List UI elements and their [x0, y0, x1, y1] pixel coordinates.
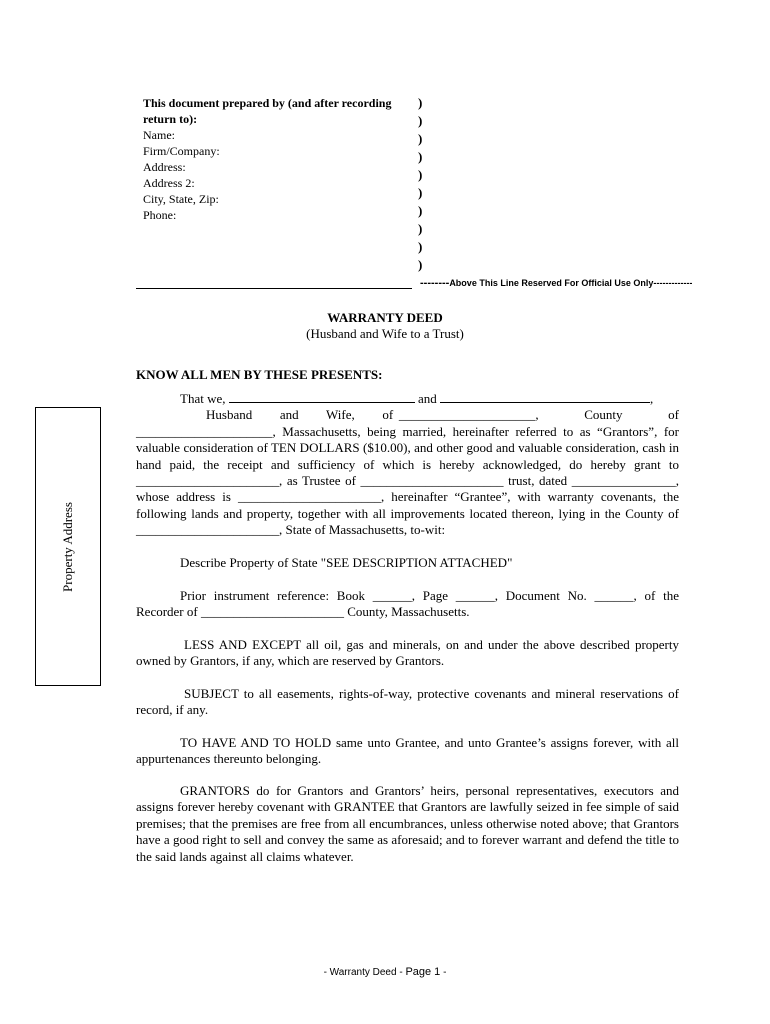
preparer-block	[143, 95, 413, 223]
mass-married-text: , Massachusetts, being married, hereinafter referred to as “Grantors”, for valuable consideration of TEN DOLLARS ($10.00), and other good and valuable consideration, cash in hand paid, the receipt and sufficiency of which is hereby acknowledged, do hereby grant to	[136, 423, 679, 472]
signature-line	[136, 288, 412, 289]
whose-address-text: , whose address is	[136, 473, 680, 505]
subject-to-paragraph: SUBJECT to all easements, rights-of-way, protective covenants and mineral reservations of record, if any.	[136, 686, 679, 718]
document-title: WARRANTY DEED	[327, 310, 443, 325]
paren: )	[418, 221, 423, 236]
prior-instrument-text: Prior instrument reference: Book ______, Page ______, Document No. ______, of the Recorder of	[136, 588, 679, 620]
field-address2-label: Address 2:	[143, 176, 195, 190]
document-subtitle: (Husband and Wife to a Trust)	[306, 326, 464, 341]
city-blank: _____________________	[398, 407, 536, 423]
state-mass-text: , State of Massachusetts, to-wit:	[279, 522, 446, 538]
grantee-address-blank: ______________________	[237, 489, 381, 505]
page-number: Page 1	[405, 966, 441, 978]
county-mass-text: County, Massachusetts.	[347, 604, 470, 620]
trustee-blank: ______________________	[136, 473, 279, 489]
paren: )	[418, 185, 423, 200]
county-blank: _____________________	[136, 423, 273, 439]
page-footer	[0, 966, 770, 978]
grantor1-blank	[229, 390, 415, 403]
paren: )	[418, 149, 423, 164]
county2-blank: ______________________	[136, 522, 279, 538]
and-text: and	[417, 391, 437, 406]
field-city-state-zip-label: City, State, Zip:	[143, 192, 219, 206]
less-except-paragraph: LESS AND EXCEPT all oil, gas and minerals, on and under the above described property owned by Grantors, if any, which are reserved by Grantors.	[136, 637, 679, 669]
property-address-label: Property Address	[60, 501, 75, 592]
paren: )	[418, 131, 423, 146]
paren: )	[418, 257, 423, 272]
county-of-text: , County of	[535, 407, 679, 423]
comma-text: ,	[650, 391, 654, 406]
trust-blank: ______________________	[360, 473, 504, 489]
describe-property-line: Describe Property of State "SEE DESCRIPTION ATTACHED"	[180, 555, 513, 570]
reserved-trailing: -------------	[653, 278, 693, 288]
hereinafter-grantee-text: , hereinafter “Grantee”, with warranty covenants, the following lands and property, together with all improvements located thereon, lying in the County of	[136, 489, 679, 521]
reserved-text: Above This Line Reserved For Official Use Only	[449, 278, 654, 288]
prior-instrument-paragraph	[136, 588, 679, 621]
that-we-text: That we,	[180, 391, 226, 406]
date-blank: ________________	[571, 473, 676, 489]
preparer-heading-line2: return to):	[143, 112, 198, 126]
grant-paragraph	[136, 390, 679, 539]
field-phone-label: Phone:	[143, 208, 177, 222]
preparer-heading-line1: This document prepared by (and after recording	[143, 96, 392, 110]
paren: )	[418, 113, 423, 128]
field-address-label: Address:	[143, 160, 186, 174]
property-address-box	[35, 407, 101, 686]
footer-suffix: -	[443, 967, 447, 978]
know-all-heading: KNOW ALL MEN BY THESE PRESENTS:	[136, 367, 383, 382]
parenthesis-column	[418, 94, 430, 274]
field-firm-label: Firm/Company:	[143, 144, 220, 158]
reserved-dashes: --------	[420, 277, 450, 289]
official-use-notice	[420, 277, 692, 289]
recorder-county-blank: ______________________	[200, 604, 344, 620]
paren: )	[418, 95, 423, 110]
grantor2-blank	[440, 390, 650, 403]
paren: )	[418, 239, 423, 254]
paren: )	[418, 167, 423, 182]
habendum-paragraph: TO HAVE AND TO HOLD same unto Grantee, and unto Grantee’s assigns forever, with all appurtenances thereunto belonging.	[136, 735, 679, 767]
footer-prefix: - Warranty Deed -	[323, 967, 403, 978]
husband-wife-text: Husband and Wife, of	[206, 407, 394, 423]
field-name-label: Name:	[143, 128, 175, 142]
as-trustee-text: , as Trustee of	[279, 473, 356, 489]
paren: )	[418, 203, 423, 218]
covenant-paragraph: GRANTORS do for Grantors and Grantors’ heirs, personal representatives, executors and assigns forever hereby covenant with GRANTEE that Grantors are lawfully seized in fee simple of said premises; that the premises are free from all encumbrances, unless otherwise noted above; that Grantors have a good right to sell and convey the same as aforesaid; and to forever warrant and defend the title to the said lands against all claims whatever.	[136, 783, 679, 864]
trust-dated-text: trust, dated	[508, 473, 568, 489]
